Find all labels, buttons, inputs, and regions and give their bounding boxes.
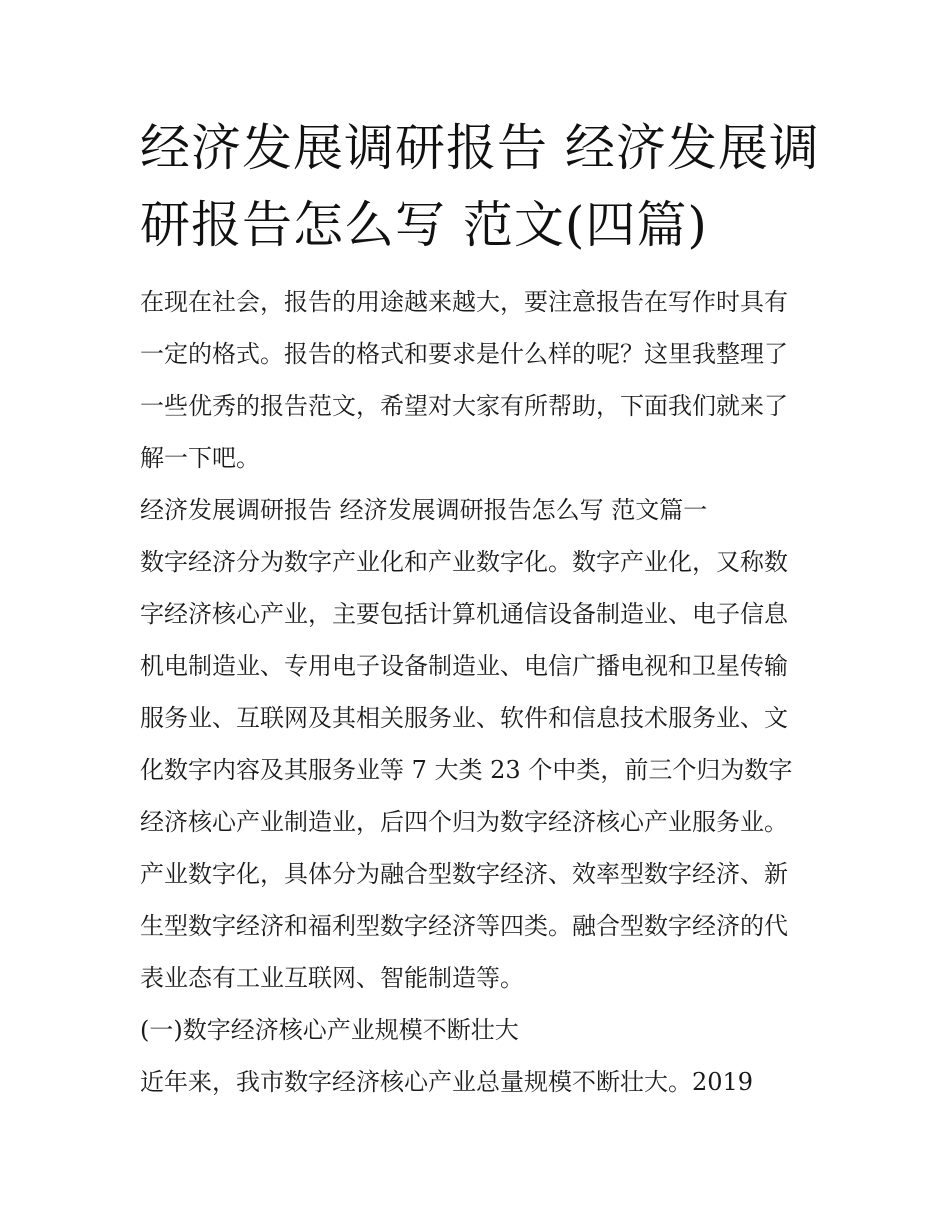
body-line: 生型数字经济和福利型数字经济等四类。融合型数字经济的代: [140, 912, 788, 940]
title-line: 研报告怎么写 范文(四篇): [140, 196, 708, 254]
body-line: 表业态有工业互联网、智能制造等。: [140, 964, 524, 992]
intro-line: 一些优秀的报告范文，希望对大家有所帮助，下面我们就来了: [140, 392, 788, 420]
document-title: [140, 110, 820, 264]
body-line: 经济核心产业制造业，后四个归为数字经济核心产业服务业。: [140, 808, 788, 836]
title-line: 经济发展调研报告 经济发展调: [140, 119, 820, 177]
intro-line: 解一下吧。: [140, 444, 260, 472]
body-line: 数字经济分为数字产业化和产业数字化。数字产业化，又称数: [140, 548, 788, 576]
body-line: 字经济核心产业，主要包括计算机通信设备制造业、电子信息: [140, 600, 788, 628]
body-line: 近年来，我市数字经济核心产业总量规模不断壮大。2019: [140, 1068, 754, 1096]
document-body: [140, 276, 820, 1108]
body-line: 化数字内容及其服务业等 7 大类 23 个中类，前三个归为数字: [140, 756, 793, 784]
subsection-heading: (一)数字经济核心产业规模不断壮大: [140, 1016, 519, 1044]
intro-line: 在现在社会，报告的用途越来越大，要注意报告在写作时具有: [140, 288, 788, 316]
intro-line: 一定的格式。报告的格式和要求是什么样的呢？这里我整理了: [140, 340, 788, 368]
section-heading: 经济发展调研报告 经济发展调研报告怎么写 范文篇一: [140, 496, 708, 524]
body-line: 服务业、互联网及其相关服务业、软件和信息技术服务业、文: [140, 704, 788, 732]
body-line: 机电制造业、专用电子设备制造业、电信广播电视和卫星传输: [140, 652, 788, 680]
body-line: 产业数字化，具体分为融合型数字经济、效率型数字经济、新: [140, 860, 788, 888]
